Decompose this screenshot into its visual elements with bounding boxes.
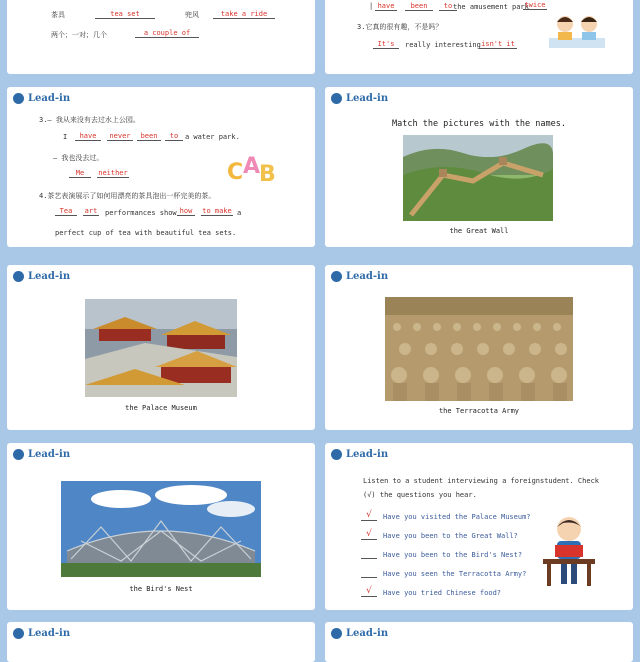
q3-blank-4: to — [165, 132, 183, 141]
photo-caption: the Terracotta Army — [438, 407, 520, 415]
q3b-cn: — 我也没去过。 — [53, 154, 104, 162]
question-text-3: Have you been to the Bird's Nest? — [383, 551, 523, 559]
row1-label2: 兜风 — [185, 11, 199, 19]
slide-card-7[interactable] — [7, 443, 315, 610]
q3-blank-1: have — [75, 132, 101, 141]
q3-mid: really interesting — [405, 41, 481, 49]
slide-header — [331, 449, 388, 460]
question-text-1: Have you visited the Palace Museum? — [383, 513, 531, 521]
line1-bar: | — [369, 2, 374, 10]
bullet-dot-icon — [13, 271, 24, 282]
slide-header — [13, 628, 70, 639]
instruction-line-2: (√) the questions you hear. — [363, 491, 477, 499]
row1-answer2: take a ride — [213, 10, 275, 19]
bullet-dot-icon — [13, 93, 24, 104]
palace-museum-photo — [85, 299, 237, 397]
photo-caption: the Palace Museum — [125, 404, 197, 412]
birds-nest-photo — [61, 481, 261, 577]
check-mark-3[interactable] — [361, 549, 377, 559]
q4-blank-3: how — [177, 207, 195, 216]
instruction-line-1: Listen to a student interviewing a foreignstudent. Check — [363, 477, 600, 485]
question-row — [361, 511, 531, 521]
q4-tail: a — [237, 209, 242, 217]
q3-blank-1: It's — [373, 40, 399, 49]
q3-blank-2: never — [107, 132, 133, 141]
line1-blank-1: have — [375, 2, 397, 11]
bullet-dot-icon — [331, 93, 342, 104]
row2-label: 两个；一对；几个 — [51, 31, 107, 39]
row1-label: 茶具 — [51, 11, 65, 19]
slide-header — [331, 93, 388, 104]
svg-text:A: A — [243, 154, 261, 179]
bullet-dot-icon — [331, 449, 342, 460]
slide-title: Lead-in — [346, 271, 389, 282]
q3-cn: 3.— 我从来没有去过水上公园。 — [39, 116, 140, 124]
bullet-dot-icon — [13, 449, 24, 460]
slide-header — [331, 271, 388, 282]
slide-title: Lead-in — [346, 449, 389, 460]
slide-card-8[interactable] — [325, 443, 633, 610]
q4-line2: perfect cup of tea with beautiful tea sets. — [55, 229, 237, 237]
slide-title: Lead-in — [28, 271, 71, 282]
match-heading: Match the pictures with the names. — [392, 119, 566, 129]
slide-card-6[interactable] — [325, 265, 633, 430]
slide-title: Lead-in — [28, 449, 71, 460]
q3-rest: a water park. — [185, 133, 240, 141]
question-row — [361, 530, 518, 540]
row1-answer: tea set — [95, 10, 155, 19]
terracotta-army-photo — [385, 297, 573, 401]
slide-header — [13, 271, 70, 282]
great-wall-photo — [403, 135, 553, 221]
slide-card-9[interactable] — [7, 622, 315, 662]
students-illustration — [547, 10, 607, 50]
slide-card-5[interactable] — [7, 265, 315, 430]
slide-header — [13, 449, 70, 460]
question-row — [361, 568, 526, 578]
cab-decoration — [225, 147, 281, 191]
slide-title: Lead-in — [28, 628, 71, 639]
bullet-dot-icon — [331, 271, 342, 282]
slide-header — [331, 628, 388, 639]
bullet-dot-icon — [331, 628, 342, 639]
slide-card-3[interactable] — [7, 87, 315, 247]
q4-mid: performances show — [105, 209, 177, 217]
question-text-2: Have you been to the Great Wall? — [383, 532, 518, 540]
q4-cn: 4.茶艺表演展示了如何用漂亮的茶具泡出一杯完美的茶。 — [39, 192, 216, 200]
line1-blank-3: to — [439, 2, 457, 11]
reading-boy-illustration — [541, 513, 597, 587]
slide-card-2[interactable] — [325, 0, 633, 74]
question-row — [361, 587, 501, 597]
q3-prefix: I — [63, 133, 68, 141]
line1-blank-2: been — [405, 2, 433, 11]
slide-card-10[interactable] — [325, 622, 633, 662]
bullet-dot-icon — [13, 628, 24, 639]
line1-rest: the amusement park — [453, 3, 529, 11]
check-mark-5[interactable]: √ — [361, 587, 377, 597]
line1-tail: twice — [524, 1, 546, 9]
question-row — [361, 549, 522, 559]
check-mark-2[interactable]: √ — [361, 530, 377, 540]
q3-blank-3: been — [137, 132, 161, 141]
question-text-4: Have you seen the Terracotta Army? — [383, 570, 527, 578]
slide-title: Lead-in — [28, 93, 71, 104]
slide-card-1[interactable] — [7, 0, 315, 74]
slide-title: Lead-in — [346, 93, 389, 104]
question-text-5: Have you tried Chinese food? — [383, 589, 502, 597]
check-mark-1[interactable]: √ — [361, 511, 377, 521]
q3-blank-2: isn't it — [479, 40, 517, 49]
slide-header — [13, 93, 70, 104]
photo-caption: the Great Wall — [449, 227, 509, 235]
q4-blank-2: art — [84, 207, 98, 215]
svg-text:C: C — [227, 160, 244, 185]
slide-card-4[interactable] — [325, 87, 633, 247]
q4-blank-1: Tea — [55, 207, 77, 216]
check-mark-4[interactable] — [361, 568, 377, 578]
photo-caption: the Bird's Nest — [129, 585, 193, 593]
row2-answer: a couple of — [135, 29, 199, 38]
q3-cn: 3.它真的很有趣，不是吗？ — [357, 23, 443, 31]
q3b-blank-2: neither — [98, 169, 128, 177]
svg-text:B: B — [259, 162, 276, 187]
slide-title: Lead-in — [346, 628, 389, 639]
q4-blank-4: to make — [202, 207, 232, 215]
q3b-blank-1: Me — [69, 169, 91, 178]
